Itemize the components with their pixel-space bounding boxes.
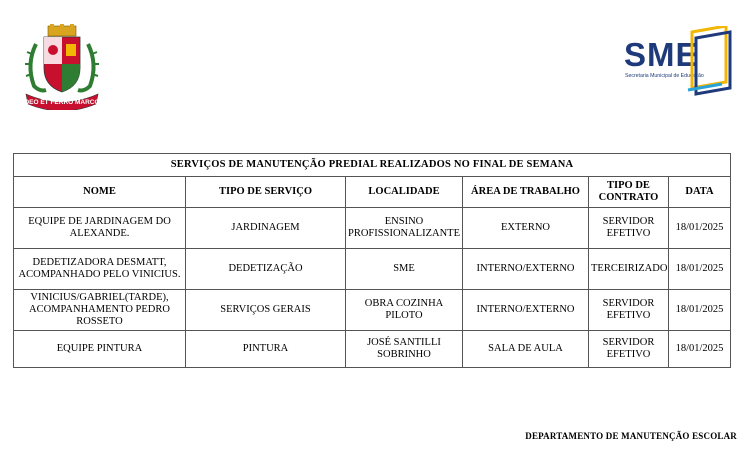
cell-tipo-servico: DEDETIZAÇÃO — [186, 249, 346, 290]
cell-data: 18/01/2025 — [669, 208, 731, 249]
cell-area-trabalho: INTERNO/EXTERNO — [463, 290, 589, 331]
table-row — [14, 208, 731, 249]
table-row — [14, 249, 731, 290]
crest-motto: DEO ET FERRO MARCO — [24, 99, 100, 106]
cell-tipo-contrato: SERVIDOR EFETIVO — [589, 208, 669, 249]
cell-localidade: JOSÉ SANTILLI SOBRINHO — [346, 331, 463, 368]
cell-nome: EQUIPE PINTURA — [14, 331, 186, 368]
cell-nome: EQUIPE DE JARDINAGEM DO ALEXANDE. — [14, 208, 186, 249]
city-crest-logo — [22, 24, 102, 110]
header-tipo-contrato: TIPO DE CONTRATO — [589, 177, 669, 208]
cell-tipo-contrato: SERVIDOR EFETIVO — [589, 331, 669, 368]
cell-data: 18/01/2025 — [669, 290, 731, 331]
book-icon — [686, 26, 732, 96]
cell-area-trabalho: INTERNO/EXTERNO — [463, 249, 589, 290]
cell-data: 18/01/2025 — [669, 331, 731, 368]
table-row — [14, 331, 731, 368]
department-footer: DEPARTAMENTO DE MANUTENÇÃO ESCOLAR — [525, 431, 737, 441]
cell-tipo-contrato: TERCEIRIZADO — [589, 249, 669, 290]
table-row — [14, 290, 731, 331]
sme-logo — [620, 26, 732, 100]
cell-localidade: SME — [346, 249, 463, 290]
cell-tipo-servico: SERVIÇOS GERAIS — [186, 290, 346, 331]
cell-tipo-servico: PINTURA — [186, 331, 346, 368]
cell-data: 18/01/2025 — [669, 249, 731, 290]
header-data: DATA — [669, 177, 731, 208]
cell-nome: VINICIUS/GABRIEL(TARDE), ACOMPANHAMENTO PEDRO ROSSETO — [14, 290, 186, 331]
cell-localidade: OBRA COZINHA PILOTO — [346, 290, 463, 331]
cell-area-trabalho: EXTERNO — [463, 208, 589, 249]
cell-area-trabalho: SALA DE AULA — [463, 331, 589, 368]
cell-nome: DEDETIZADORA DESMATT, ACOMPANHADO PELO VINICIUS. — [14, 249, 186, 290]
maintenance-report-table — [13, 153, 731, 368]
sme-subtitle: Secretaria Municipal de Educação — [625, 73, 704, 79]
header-area-trabalho: ÁREA DE TRABALHO — [463, 177, 589, 208]
sme-acronym: SME — [624, 36, 699, 73]
header-localidade: LOCALIDADE — [346, 177, 463, 208]
cell-tipo-contrato: SERVIDOR EFETIVO — [589, 290, 669, 331]
header-tipo-servico: TIPO DE SERVIÇO — [186, 177, 346, 208]
table-title: SERVIÇOS DE MANUTENÇÃO PREDIAL REALIZADOS NO FINAL DE SEMANA — [14, 154, 731, 177]
header-nome: NOME — [14, 177, 186, 208]
cell-tipo-servico: JARDINAGEM — [186, 208, 346, 249]
cell-localidade: ENSINO PROFISSIONALIZANTE — [346, 208, 463, 249]
